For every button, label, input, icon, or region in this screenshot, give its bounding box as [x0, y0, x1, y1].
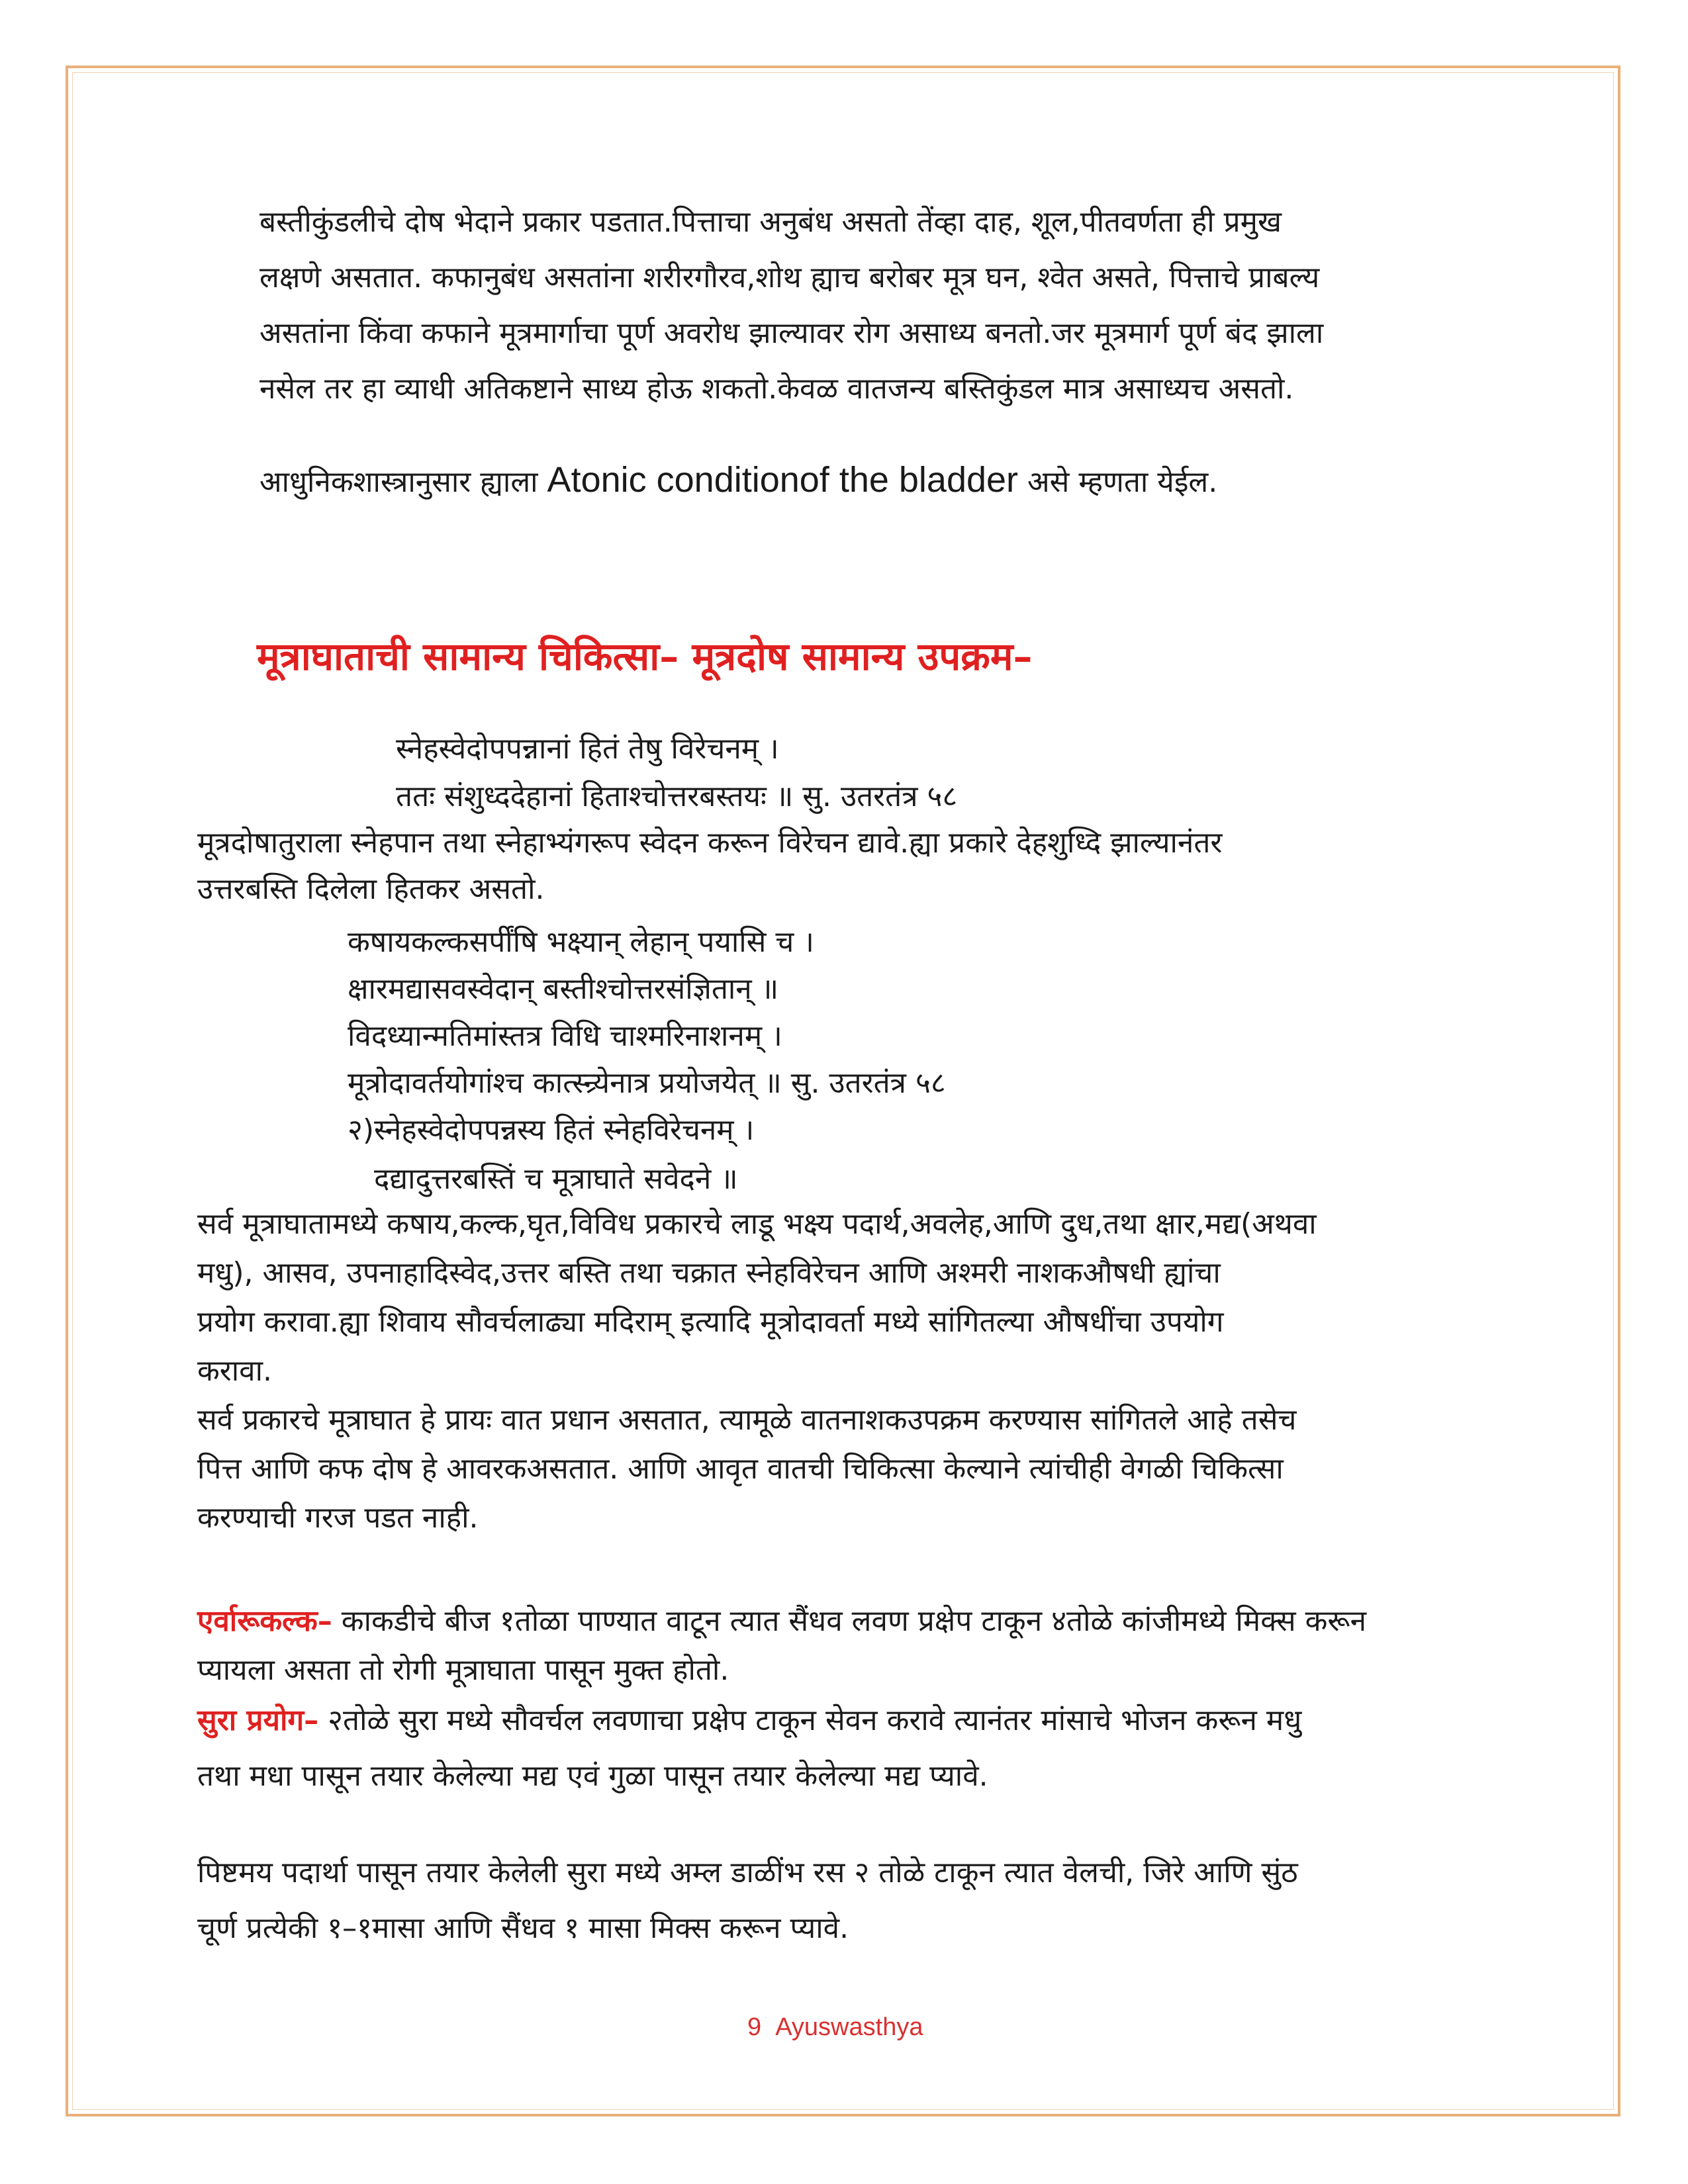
verse2-line-3: विदध्यान्मतिमांस्तत्र विधि चाश्मरिनाशनम् ।	[348, 1019, 782, 1053]
remedy1-text: काकडीचे बीज १तोळा पाण्यात वाटून त्यात सैंधव लवण प्रक्षेप टाकून ४तोळे कांजीमध्ये मिक्स करून	[332, 1604, 1367, 1638]
intro-line-4: नसेल तर हा व्याधी अतिकष्टाने साध्य होऊ शकतो.केवळ वातजन्य बस्तिकुंडल मात्र असाध्यच असतो.	[259, 372, 1294, 406]
intro-line-1: बस्तीकुंडलीचे दोष भेदाने प्रकार पडतात.पित्ताचा अनुबंध असतो तेंव्हा दाह, शूल,पीतवर्णता ही प्रमुख	[259, 205, 1282, 239]
remedy3-line-1: पिष्टमय पदार्था पासून तयार केलेली सुरा मध्ये अम्ल डाळींभ रस २ तोळे टाकून त्यात वेलची, जिरे आणि सुंठ	[197, 1856, 1298, 1889]
explain2-line-2: मधु), आसव, उपनाहादिस्वेद,उत्तर बस्ति तथा चक्रात स्नेहविरेचन आणि अश्मरी नाशकऔषधी ह्यांचा	[197, 1256, 1221, 1290]
intro-line-2: लक्षणे असतात. कफानुबंध असतांना शरीरगौरव,शोथ ह्याच बरोबर मूत्र घन, श्वेत असते, पित्ताचे प्राबल्य	[259, 261, 1320, 295]
explain2-line-4: करावा.	[197, 1354, 273, 1388]
explain1-line-2: उत्तरबस्ति दिलेला हितकर असतो.	[197, 872, 545, 906]
explain2-line-7: करण्याची गरज पडत नाही.	[197, 1501, 479, 1535]
verse1-line-2: ततः संशुध्ददेहानां हिताश्चोत्तरबस्तयः ॥ सु. उतरतंत्र ५८	[396, 780, 958, 813]
verse2-line-6: दद्यादुत्तरबस्तिं च मूत्राघाते सवेदने ॥	[374, 1162, 738, 1196]
modern-science-line	[259, 460, 1217, 502]
verse2-line-5: २)स्नेहस्वेदोपपन्नस्य हितं स्नेहविरेचनम् ।	[348, 1113, 755, 1147]
explain2-line-3: प्रयोग करावा.ह्या शिवाय सौवर्चलाढ्या मदिराम् इत्यादि मूत्रोदावर्ता मध्ये सांगितल्या औषधींचा उपयोग	[197, 1305, 1224, 1339]
footer-title: Ayuswasthya	[775, 2013, 923, 2041]
intro-line-3: असतांना किंवा कफाने मूत्रमार्गाचा पूर्ण अवरोध झाल्यावर रोग असाध्य बनतो.जर मूत्रमार्ग पूर्ण बंद झाला	[259, 316, 1324, 350]
explain2-line-5: सर्व प्रकारचे मूत्राघात हे प्रायः वात प्रधान असतात, त्यामूळे वातनाशकउपक्रम करण्यास सांगितले आहे तसेच	[197, 1403, 1297, 1437]
explain1-line-1: मूत्रदोषातुराला स्नेहपान तथा स्नेहाभ्यंगरूप स्वेदन करून विरेचन द्यावे.ह्या प्रकारे देहशुध्दि झाल्यानंतर	[197, 826, 1223, 860]
verse2-line-2: क्षारमद्यासवस्वेदान् बस्तीश्चोत्तरसंज्ञितान् ॥	[348, 972, 779, 1006]
remedy2-line-1	[197, 1701, 1301, 1741]
page-number: 9	[747, 2013, 762, 2041]
modern-english-term: Atonic conditionof the bladder	[547, 460, 1019, 500]
section-heading: मूत्राघाताची सामान्य चिकित्सा– मूत्रदोष सामान्य उपक्रम–	[257, 634, 1033, 679]
verse1-line-1: स्नेहस्वेदोपपन्नानां हितं तेषु विरेचनम् ।	[396, 732, 779, 766]
page-footer	[747, 2013, 923, 2042]
remedy2-line-2: तथा मधा पासून तयार केलेल्या मद्य एवं गुळा पासून तयार केलेल्या मद्य प्यावे.	[197, 1759, 988, 1793]
verse2-line-1: कषायकल्कसर्पींषि भक्ष्यान् लेहान् पयासि च ।	[348, 925, 814, 959]
remedy3-line-2: चूर्ण प्रत्येकी १–१मासा आणि सैंधव १ मासा मिक्स करून प्यावे.	[197, 1911, 849, 1945]
explain2-line-6: पित्त आणि कफ दोष हे आवरकअसतात. आणि आवृत वातची चिकित्सा केल्याने त्यांचीही वेगळी चिकित्सा	[197, 1452, 1284, 1486]
remedy1-label: एर्वारूकल्क–	[197, 1604, 332, 1638]
remedy2-text: २तोळे सुरा मध्ये सौवर्चल लवणाचा प्रक्षेप टाकून सेवन करावे त्यानंतर मांसाचे भोजन करून मधु	[318, 1704, 1302, 1737]
remedy1-line-1	[197, 1602, 1366, 1641]
modern-suffix: असे म्हणता येईल.	[1018, 465, 1218, 499]
verse2-line-4: मूत्रोदावर्तयोगांश्च कात्स्न्र्येनात्र प्रयोजयेत् ॥ सु. उतरतंत्र ५८	[348, 1066, 946, 1100]
modern-prefix: आधुनिकशास्त्रानुसार ह्याला	[259, 465, 547, 499]
explain2-line-1: सर्व मूत्राघातामध्ये कषाय,कल्क,घृत,विविध प्रकारचे लाडू भक्ष्य पदार्थ,अवलेह,आणि दुध,तथा क्षार,मद्य(अथवा	[197, 1207, 1317, 1241]
remedy1-line-2: प्यायला असता तो रोगी मूत्राघाता पासून मुक्त होतो.	[197, 1653, 729, 1687]
remedy2-label: सुरा प्रयोग–	[197, 1704, 319, 1737]
